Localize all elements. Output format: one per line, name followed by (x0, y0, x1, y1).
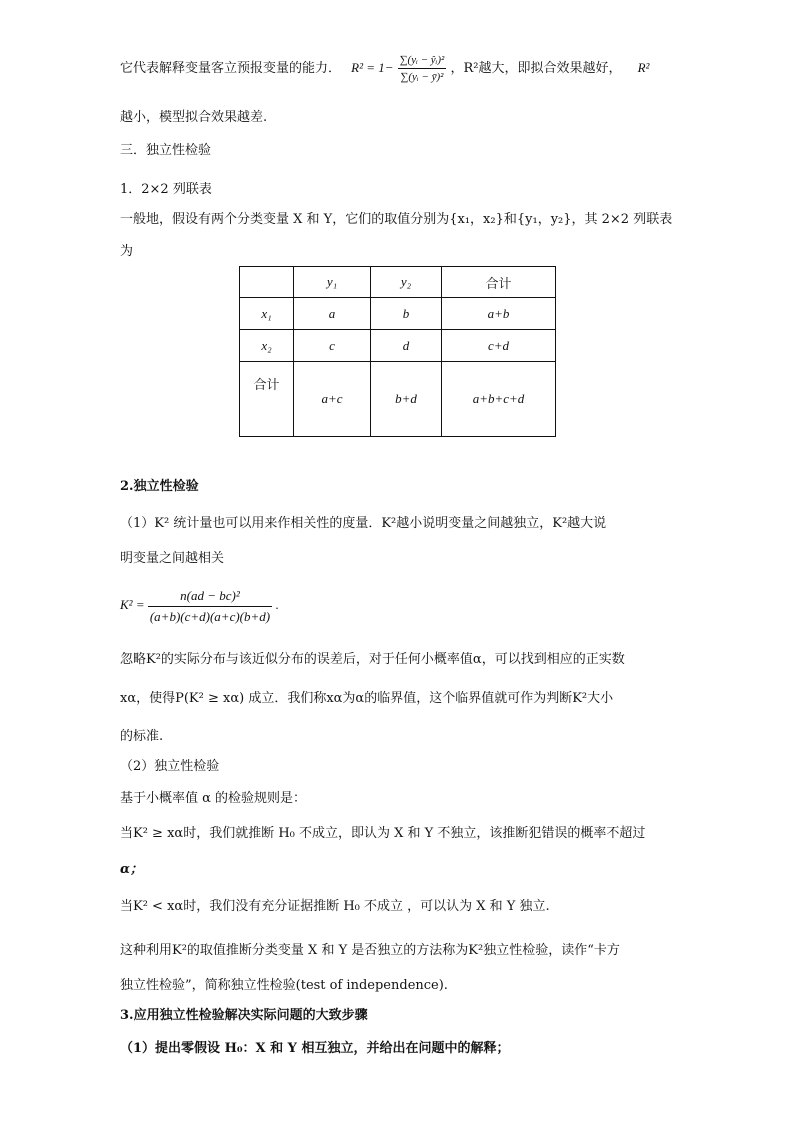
sub3-title: 3.应用独立性检验解决实际问题的大致步骤 (120, 1008, 368, 1023)
k2-formula-end: . (275, 597, 279, 612)
rule1-line2: α； (120, 862, 144, 877)
table-cell: d (371, 330, 442, 362)
table-cell: x₂ (240, 330, 294, 362)
table-cell: c (294, 330, 371, 362)
sub2-title: 2.独立性检验 (120, 479, 199, 494)
k2-formula (120, 580, 279, 630)
r2-denominator: ∑(yᵢ − ȳ)² (400, 71, 444, 83)
table-cell: x₁ (240, 298, 294, 330)
para-method-line1: 这种利用K²的取值推断分类变量 X 和 Y 是否独立的方法称为K²独立性检验，读作“卡方 (120, 943, 620, 958)
table-row (240, 362, 556, 437)
r2-numerator: ∑(yᵢ − ŷᵢ)² (399, 54, 445, 66)
sub1-title: 1．2×2 列联表 (120, 182, 212, 197)
table-cell: 合计 (240, 362, 294, 437)
table-row (240, 298, 556, 330)
table-cell: a+b (442, 298, 556, 330)
r2-tail-symbol: R² (637, 60, 650, 75)
r2-definition-text: 它代表解释变量客立预报变量的能力． (120, 61, 342, 76)
section3-title: 三．独立性检验 (120, 143, 212, 158)
table-cell: c+d (442, 330, 556, 362)
r2-line2: 越小，模型拟合效果越差. (120, 110, 268, 125)
table-header-cell: 合计 (442, 267, 556, 298)
rule2: 当K² < xα时，我们没有充分证据推断 H₀ 不成立 ，可以认为 X 和 Y 独立. (120, 899, 550, 914)
table-cell: b+d (371, 362, 442, 437)
para-critical-line2: xα，使得P(K² ≥ xα) 成立．我们称xα为α的临界值，这个临界值就可作为判断K²大小 (120, 691, 614, 706)
r2-fraction (398, 53, 447, 84)
k2-formula-lhs: K² = (120, 597, 145, 612)
k2-fraction (148, 587, 272, 626)
r2-mid-text: ，R²越大，即拟合效果越好， (450, 61, 622, 76)
table-cell: a (294, 298, 371, 330)
table-cell (240, 267, 294, 298)
table-header-cell: y₁ (294, 267, 371, 298)
para-2x2-line1: 一般地，假设有两个分类变量 X 和 Y，它们的取值分别为{x₁，x₂}和{y₁，y₂}，其 2×2 列联表 (120, 212, 673, 227)
table-row (240, 330, 556, 362)
item1-line2: 明变量之间越相关 (120, 551, 225, 566)
para-2x2-line2: 为 (120, 244, 134, 259)
r2-formula-lhs: R² = 1− (351, 60, 394, 75)
item2-title: （2）独立性检验 (120, 759, 220, 774)
r2-definition-line (120, 40, 649, 96)
table-cell: a+c (294, 362, 371, 437)
para-critical-line1: 忽略K²的实际分布与该近似分布的误差后，对于任何小概率值α，可以找到相应的正实数 (120, 652, 625, 667)
rule-intro: 基于小概率值 α 的检验规则是： (120, 791, 307, 806)
contingency-table (239, 266, 556, 437)
table-header-row (240, 267, 556, 298)
para-method-line2: 独立性检验”，简称独立性检验(test of independence). (120, 978, 448, 993)
rule1-line1: 当K² ≥ xα时，我们就推断 H₀ 不成立，即认为 X 和 Y 不独立，该推断犯错误的概率不超过 (120, 826, 646, 841)
table-cell: a+b+c+d (442, 362, 556, 437)
k2-denominator: (a+b)(c+d)(a+c)(b+d) (149, 608, 271, 624)
item1-line1: （1）K² 统计量也可以用来作相关性的度量．K²越小说明变量之间越独立，K²越大说 (120, 516, 607, 531)
step1: （1）提出零假设 H₀：X 和 Y 相互独立，并给出在问题中的解释； (120, 1041, 510, 1056)
table-header-cell: y₂ (371, 267, 442, 298)
k2-numerator: n(ad − bc)² (180, 587, 240, 603)
table-cell: b (371, 298, 442, 330)
para-critical-line3: 的标准. (120, 729, 164, 744)
